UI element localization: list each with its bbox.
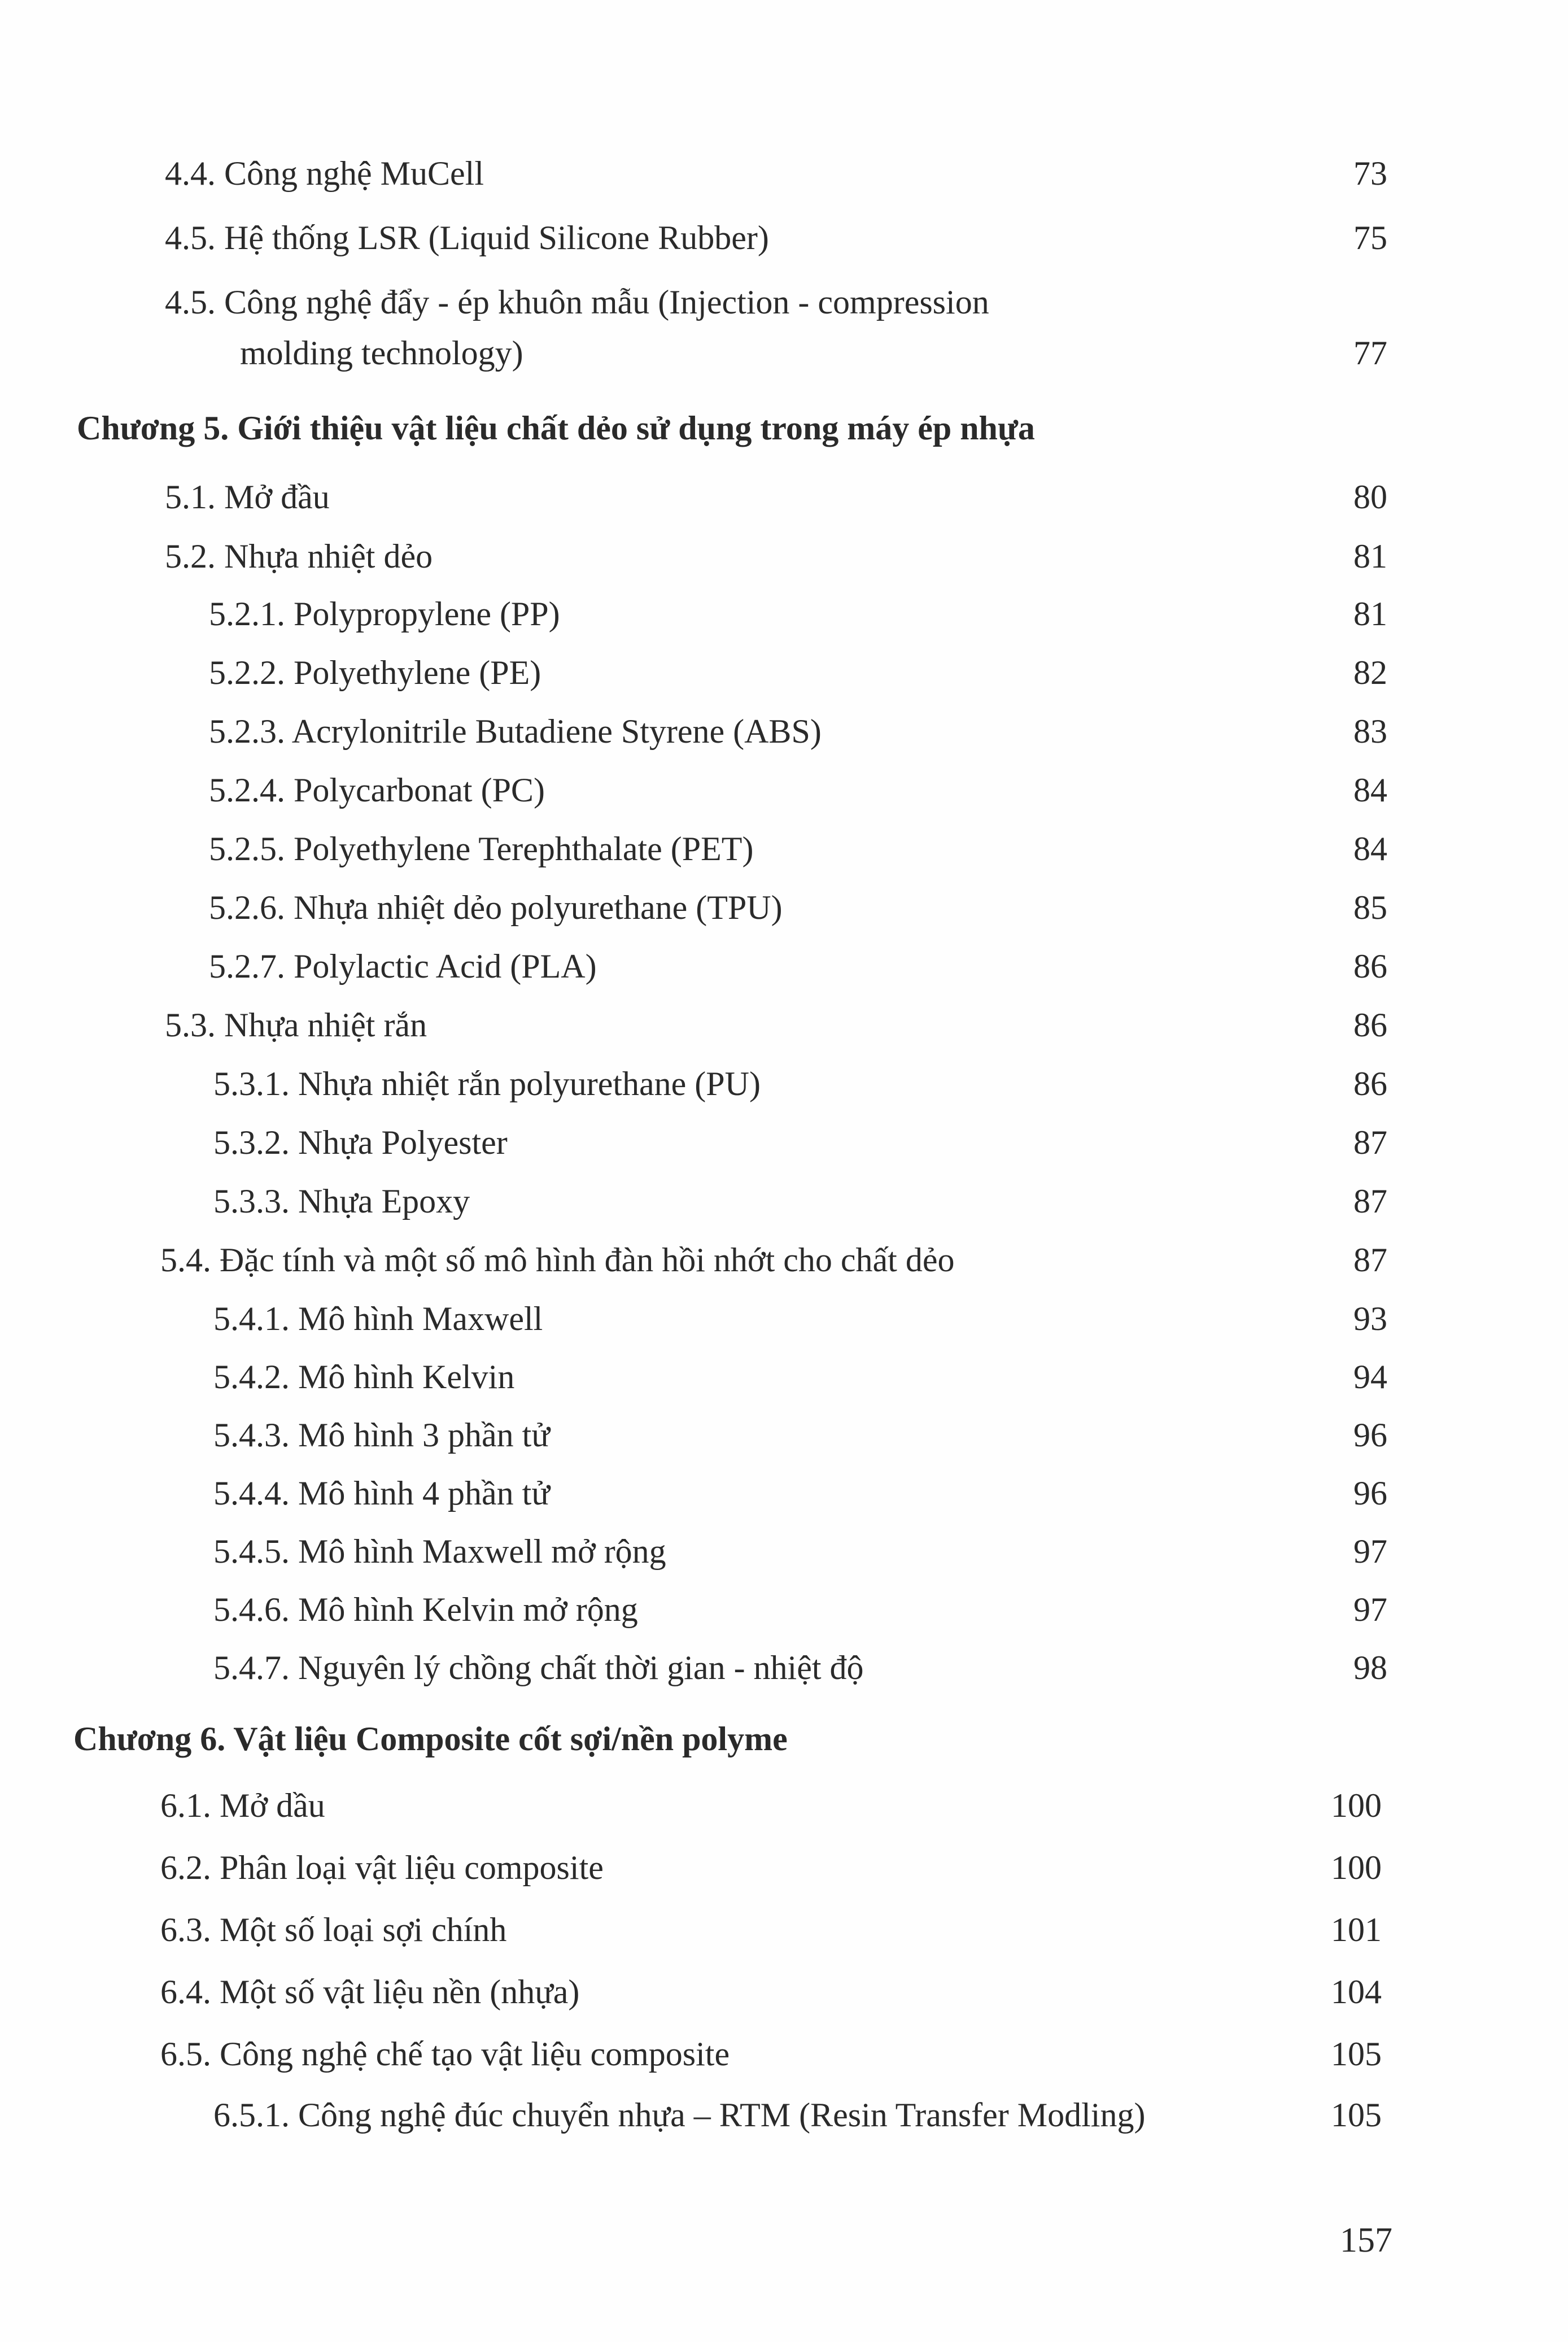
toc-entry [0, 1410, 1568, 1460]
toc-entry-page: 105 [1331, 2096, 1382, 2134]
toc-entry-page: 100 [1331, 1849, 1382, 1886]
toc-entry [0, 1235, 1568, 1285]
toc-entry-page: 98 [1353, 1649, 1387, 1686]
toc-entry [0, 1904, 1568, 1955]
toc-entry-title: 5.2.5. Polyethylene Terephthalate (PET) [209, 830, 754, 867]
toc-entry-page: 81 [1353, 538, 1387, 575]
toc-entry-title: 6.5.1. Công nghệ đúc chuyển nhựa – RTM (Resin Transfer Modling) [213, 2096, 1146, 2134]
toc-entry [0, 1842, 1568, 1893]
chapter-title: Chương 5. Giới thiệu vật liệu chất dẻo sử dụng trong máy ép nhựa [77, 409, 1035, 447]
toc-entry [0, 1642, 1568, 1693]
toc-entry [0, 2090, 1568, 2140]
toc-entry [0, 765, 1568, 815]
toc-entry-title: 5.1. Mở đầu [165, 478, 330, 516]
toc-entry [0, 1584, 1568, 1635]
toc-chapter-heading [0, 403, 1568, 453]
toc-entry-page: 100 [1331, 1787, 1382, 1824]
toc-entry-title: 5.3.2. Nhựa Polyester [213, 1124, 508, 1161]
toc-entry [0, 472, 1568, 522]
toc-entry-title: 5.2.7. Polylactic Acid (PLA) [209, 948, 597, 985]
toc-chapter-heading [0, 1713, 1568, 1764]
toc-entry-page: 85 [1353, 889, 1387, 926]
toc-entry [0, 647, 1568, 698]
toc-entry-title: 5.4. Đặc tính và một số mô hình đàn hồi nhớt cho chất dẻo [160, 1241, 955, 1279]
toc-entry [0, 588, 1568, 639]
toc-entry [0, 1117, 1568, 1168]
toc-entry-title: 5.2. Nhựa nhiệt dẻo [165, 538, 433, 575]
toc-entry [0, 531, 1568, 582]
toc-entry-page: 87 [1353, 1183, 1387, 1220]
toc-entry-title: 6.3. Một số loại sợi chính [160, 1911, 507, 1948]
toc-entry-title: 6.4. Một số vật liệu nền (nhựa) [160, 1973, 580, 2010]
toc-entry-title: 6.5. Công nghệ chế tạo vật liệu composite [160, 2035, 730, 2073]
toc-entry [0, 1468, 1568, 1519]
toc-entry-title: 4.5. Công nghệ đẩy - ép khuôn mẫu (Injection - compression [165, 284, 989, 321]
toc-entry-page: 101 [1331, 1911, 1382, 1948]
toc-entry-title: 5.4.3. Mô hình 3 phần tử [213, 1416, 550, 1454]
toc-entry-page: 84 [1353, 771, 1387, 809]
toc-entry [0, 882, 1568, 933]
toc-entry-title: 5.2.6. Nhựa nhiệt dẻo polyurethane (TPU) [209, 889, 783, 926]
toc-entry-page: 104 [1331, 1973, 1382, 2010]
toc-entry-title: 5.2.4. Polycarbonat (PC) [209, 771, 545, 809]
toc-entry [0, 1966, 1568, 2017]
toc-entry-page: 81 [1353, 595, 1387, 633]
toc-entry [0, 706, 1568, 757]
toc-entry-page: 96 [1353, 1475, 1387, 1512]
toc-entry [0, 277, 1568, 384]
toc-entry [0, 1000, 1568, 1050]
toc-entry-title: 5.4.2. Mô hình Kelvin [213, 1358, 515, 1395]
toc-entry-title: 5.3.3. Nhựa Epoxy [213, 1183, 470, 1220]
toc-entry-page: 86 [1353, 948, 1387, 985]
toc-entry-page: 97 [1353, 1591, 1387, 1628]
toc-entry-title: 5.4.4. Mô hình 4 phần tử [213, 1475, 550, 1512]
toc-entry-page: 87 [1353, 1124, 1387, 1161]
toc-entry-page: 94 [1353, 1358, 1387, 1395]
toc-entry-page: 80 [1353, 478, 1387, 516]
page-number: 157 [1340, 2221, 1392, 2260]
toc-entry-title: 5.2.1. Polypropylene (PP) [209, 595, 560, 633]
toc-entry-page: 75 [1353, 219, 1387, 256]
toc-entry-title: 5.4.6. Mô hình Kelvin mở rộng [213, 1591, 638, 1628]
toc-entry-page: 83 [1353, 713, 1387, 750]
toc-entry-title: 4.5. Hệ thống LSR (Liquid Silicone Rubber) [165, 219, 769, 256]
toc-entry [0, 1780, 1568, 1831]
toc-entry-page: 77 [1353, 334, 1387, 372]
toc-entry-title: 5.3. Nhựa nhiệt rắn [165, 1006, 427, 1044]
toc-entry [0, 1293, 1568, 1344]
toc-entry [0, 2029, 1568, 2079]
toc-entry-title: 6.1. Mở dầu [160, 1787, 325, 1824]
toc-entry-title: 5.4.7. Nguyên lý chồng chất thời gian - nhiệt độ [213, 1649, 864, 1686]
toc-entry-page: 96 [1353, 1416, 1387, 1454]
toc-entry-page: 82 [1353, 654, 1387, 691]
toc-entry [0, 212, 1568, 263]
toc-entry [0, 1351, 1568, 1402]
toc-entry-title: 5.4.1. Mô hình Maxwell [213, 1300, 543, 1337]
toc-entry-page: 86 [1353, 1006, 1387, 1044]
toc-entry [0, 1526, 1568, 1577]
toc-entry-page: 105 [1331, 2035, 1382, 2073]
toc-entry [0, 1176, 1568, 1227]
toc-entry-page: 73 [1353, 155, 1387, 192]
chapter-title: Chương 6. Vật liệu Composite cốt sợi/nền polyme [73, 1720, 788, 1757]
toc-entry-title: 5.3.1. Nhựa nhiệt rắn polyurethane (PU) [213, 1065, 761, 1102]
toc-entry [0, 941, 1568, 992]
toc-entry-page: 87 [1353, 1241, 1387, 1279]
toc-entry-page: 84 [1353, 830, 1387, 867]
toc-entry [0, 148, 1568, 199]
toc-entry-title: 4.4. Công nghệ MuCell [165, 155, 484, 192]
toc-entry [0, 823, 1568, 874]
toc-entry [0, 1058, 1568, 1109]
toc-entry-page: 93 [1353, 1300, 1387, 1337]
toc-entry-page: 86 [1353, 1065, 1387, 1102]
toc-entry-title: 5.2.2. Polyethylene (PE) [209, 654, 541, 691]
toc-entry-title-continued: molding technology) [240, 334, 523, 372]
toc-entry-title: 5.4.5. Mô hình Maxwell mở rộng [213, 1533, 666, 1570]
toc-entry-title: 5.2.3. Acrylonitrile Butadiene Styrene (ABS) [209, 713, 822, 750]
toc-entry-page: 97 [1353, 1533, 1387, 1570]
toc-entry-title: 6.2. Phân loại vật liệu composite [160, 1849, 604, 1886]
